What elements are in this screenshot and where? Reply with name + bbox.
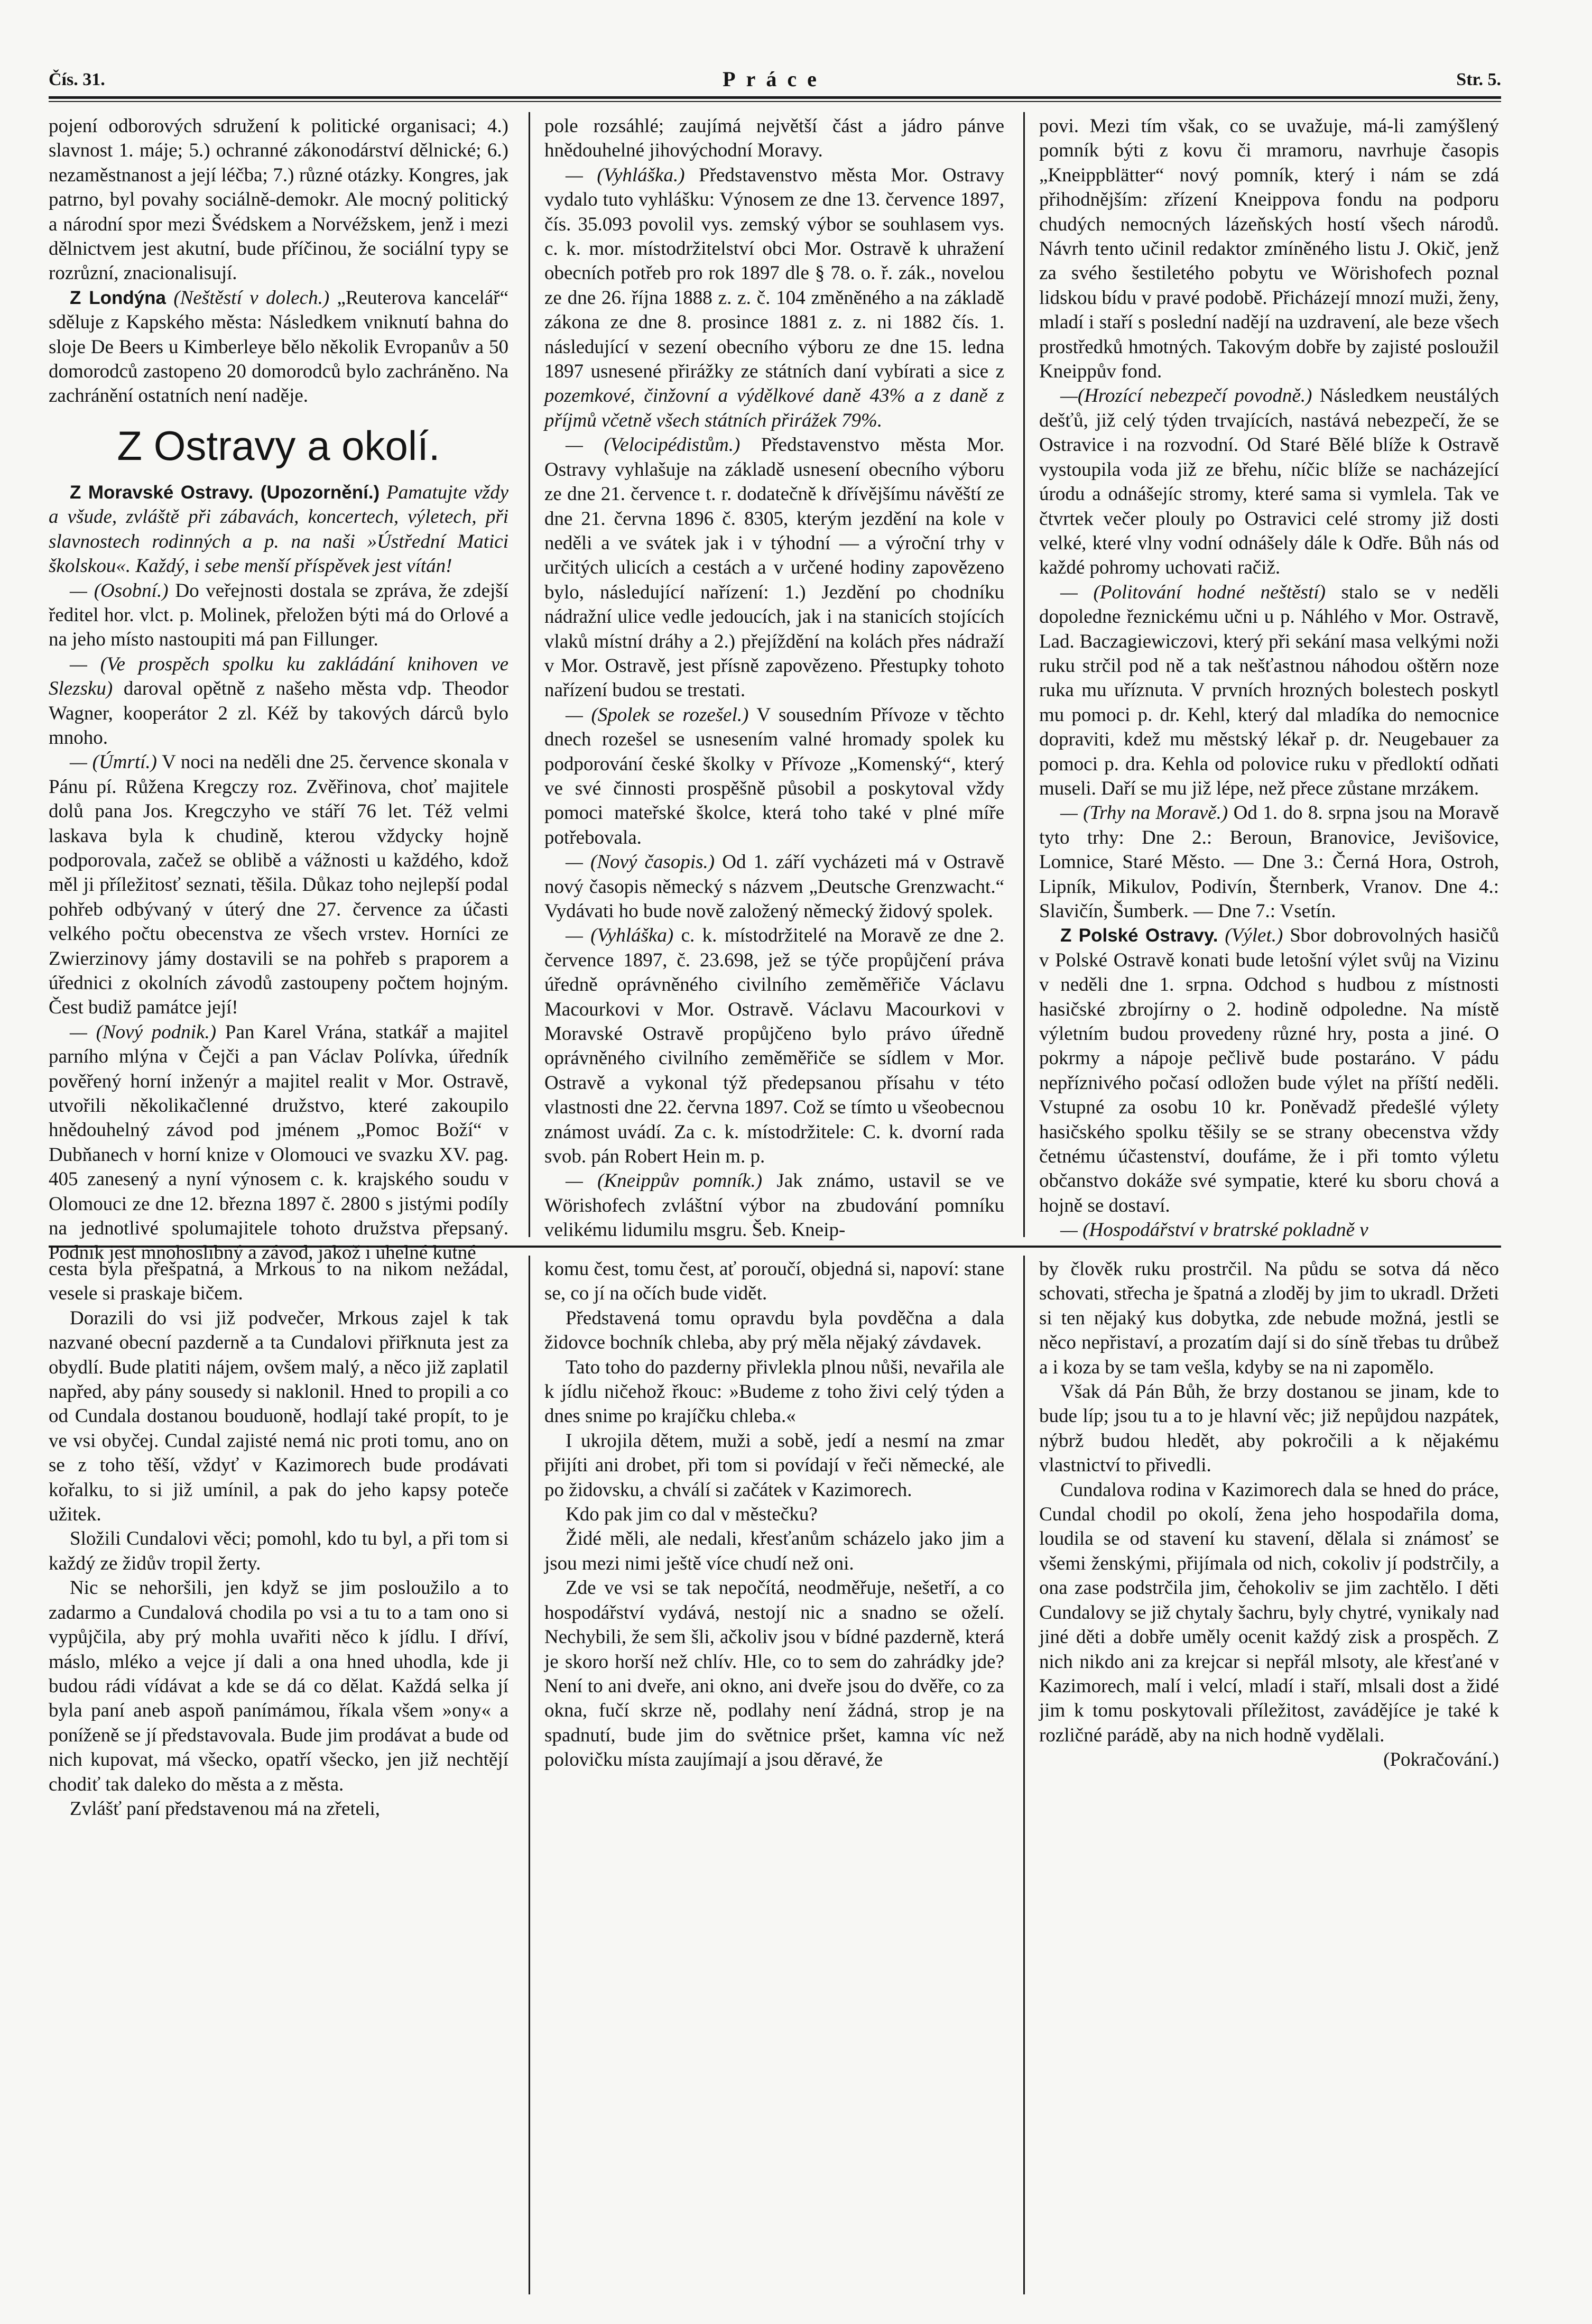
- article-subhead: — (Nový podnik.): [70, 1021, 217, 1043]
- article-lead: Z Polské Ostravy.: [1060, 925, 1218, 946]
- article-text: povi. Mezi tím však, co se uvažuje, má-li zamýšlený pomník býti z kovu či mramoru, navrhuje časopis „Kneippblätter“ nový pomník, který i nám se zdá přihodnějším: zřízení Kneippova fondu na podporu chudých nemocných lázeňských hostí všech národů. Návrh tento učinil redaktor zmíněného listu J. Okič, jenž za svého šestiletého pobytu ve Wörishofech poznal lidskou bídu v pravé podobě. Přicházejí mnozí muži, ženy, mladí i staří s poslední nadějí na uzdravení, ale beze všech prostředků hmotných. Takovým dobře by zajisté posloužil Kneippův fond.: [1039, 115, 1499, 383]
- article-paragraph: [544, 924, 1004, 1169]
- header-rule: [49, 96, 1501, 99]
- top-column-2: [544, 114, 1005, 1241]
- article-text: Sbor dobrovolných hasičů v Polské Ostravě konati bude letošní výlet svůj na Vizinu v neděli dne 1. srpna. Odchod s hudbou z místnosti hasičské zbrojírny o 2. hodině odpoledne. Na místě výletním budou provedeny různé hry, posta a jiné. O pokrmy a nápoje pečlivě bude postaráno. V pádu nepříznivého počasí odložen bude výlet na příští neděli. Vstupné za osobu 10 kr. Poněvadž předešlé výlety hasičského spolku těšily se se strany obecenstva vždy četnému účastenství, doufáme, že i při tomto výletu občanstvo dokáže své sympatie, které ku sboru chová a hojně se dostaví.: [1039, 925, 1500, 1216]
- article-subhead: — (Spolek se rozešel.): [566, 704, 749, 726]
- article-text: Následkem neustálých dešťů, již celý týden trvajících, nastává nebezpečí, že se Ostravice i na rozvodní. Od Staré Bělé blíže k Ostravě vystoupila voda již ze břehu, níčic blíže se nacházející úrodu a odnášejíc stromy, které sama si vymlela. Tak ve čtvrtek večer plouly po Ostravici celé stromy již dosti velké, které vlny vodní odnášely dále k Odře. Bůh nás od každé pohromy uchovati račiž.: [1039, 385, 1499, 579]
- story-text: by člověk ruku prostrčil. Na půdu se sotva dá něco schovati, střecha je špatná a zloděj by jim to ukradl. Držeti si ten nějaký kus dobytka, zde nebude možná, jestli se něco nepřistaví, a prozatím dají si do síně třebas tu drůbež a i koza by se tam vešla, kdyby se na ni zapomělo.: [1039, 1258, 1499, 1378]
- article-subhead: — (Trhy na Moravě.): [1060, 802, 1228, 824]
- issue-number: Čís. 31.: [49, 70, 105, 89]
- page-number: Str. 5.: [1456, 70, 1501, 89]
- story-paragraph: Představená tomu opravdu byla povděčna a dala židovce bochník chleba, aby prý měla nějaký závdavek.: [544, 1307, 1004, 1354]
- article-text: stalo se v neděli dopoledne řeznickému učni u p. Náhlého v Mor. Ostravě, Lad. Baczagiewiczovi, který při sekání masa velkými noži ruku strčil pod ně a tak nešťastnou náhodou oštěrn noze ruka mu uříznuta. V prvních hrozných bolestech poskytl mu pomoci p. dr. Kehl, který dal mladíka do nemocnice dopraviti, kdež mu městský lékař p. dr. Neugebauer za pomoci p. dra. Kehla od polovice ruku v předloktí odňati museli. Daří se mu již lépe, než přece zůstane mrzákem.: [1039, 581, 1500, 799]
- column-divider: [1023, 112, 1025, 1237]
- article-subhead: — (Ve prospěch spolku ku zakládání knihoven ve Slezsku): [49, 653, 508, 700]
- article-text: Od 1. do 8. srpna jsou na Moravě tyto trhy: Dne 2.: Beroun, Branovice, Jevišovice, Lomnice, Staré Město. — Dne 3.: Černá Hora, Ostroh, Lipník, Mikulov, Podivín, Šternberk, Vranov. Dne 4.: Slavičín, Šumberk. — Dne 7.: Vsetín.: [1039, 802, 1500, 922]
- article-subhead: — (Hospodářství v bratrské pokladně v: [1060, 1219, 1368, 1241]
- article-paragraph: [49, 579, 508, 652]
- story-paragraph: Tato toho do pazderny přivlekla plnou nůši, nevařila ale k jídlu ničehož řkouc: »Budeme z toho živi celý týden a dnes snime po krajíčku chleba.«: [544, 1356, 1004, 1427]
- article-paragraph: [49, 1020, 508, 1266]
- article-subhead: — (Úmrtí.): [70, 751, 157, 773]
- article-paragraph: [544, 703, 1004, 850]
- article-paragraph: [49, 286, 508, 409]
- article-paragraph: [544, 163, 1004, 433]
- header-rule-thin: [49, 101, 1501, 102]
- article-subhead: — (Velocipédistům.): [566, 434, 741, 456]
- top-column-1: [49, 114, 509, 1264]
- story-paragraph: I ukrojila dětem, muži a sobě, jedí a nesmí na zmar přijíti ani drobet, při tom si povídají v řeči německé, ale po židovsku, a chválí si začátek v Kazimorech.: [544, 1430, 1004, 1501]
- article-text: daroval opětně z našeho města vdp. Theodor Wagner, kooperátor 2 zl. Kéž by takových dárců bylo mnoho.: [49, 678, 509, 749]
- article-text: V sousedním Přívoze v těchto dnech rozešel se usnesením valné hromady spolek ku podporování české školky v Přívoze „Komenský“, který ve své činnosti prospěšně působil a poskytoval vždy pomoci mateřské školce, která toho také v plné míře potřebovala.: [544, 704, 1004, 849]
- bottom-column-1: [49, 1257, 508, 2293]
- article-paragraph: [544, 1169, 1004, 1242]
- article-subhead: — (Nový časopis.): [566, 851, 715, 873]
- story-paragraph: Cundalova rodina v Kazimorech dala se hned do práce, Cundal chodil po okolí, žena jeho hospodařila doma, loudila se od stavení ku stavení, dělala si známosť se všemi ženskými, přijímala od nich, cokoliv jí podstrčily, a ona zase podstrčila jim, čehokoliv se jim zachtělo. I děti Cundalovy se již chytaly šachru, byly chytré, vynikaly nad jiné děti a dobře uměly ocenit každý zisk a prospěch. Z nich nikdo ani za krejcar si nepřál mlsoty, ale křesťané v Kazimorech, malí i velcí, mladí i staří, mlsali dost a židé jim k tomu poskytovali příležitost, zavádějíce je také k rozličné parádě, aby na nich hodně vydělali.: [1039, 1479, 1499, 1746]
- bottom-column-3: [1039, 1257, 1499, 2293]
- column-divider: [1023, 1256, 1025, 2294]
- article-lead: Z Moravské Ostravy. (Upozornění.): [70, 482, 380, 503]
- article-subhead: — (Politování hodné neštěstí): [1060, 581, 1326, 603]
- article-paragraph: [49, 481, 508, 579]
- column-divider: [529, 112, 530, 1237]
- page-header: [49, 64, 1501, 96]
- article-notice: Pamatujte vždy a všude, zvláště při zábavách, koncertech, výletech, při slavnostech rodinných a p. na naši »Ústřední Matici školskou«. Každý, i sebe menší příspěvek jest vítán!: [49, 481, 509, 577]
- column-divider: [529, 1256, 530, 2294]
- article-emphasis: pozemkové, činžovní a výdělkové daně 43% a z daně z příjmů včetně všech státních přirážek 79%.: [544, 385, 1004, 431]
- article-text: V noci na neděli dne 25. července skonala v Pánu pí. Růžena Kregczy roz. Zvěřinova, choť majitele dolů pana Jos. Kregczyho ve stáří 76 let. Též velmi laskava byla k chudině, kterou vždycky hojně podporovala, začež se oblibě a vážnosti u každého, kdož měl ji příležitosť seznati, těšila. Důkaz toho nejlepší podal pohřeb odbývaný v úterý dne 27. července za účasti velkého počtu obecenstva ze všech vrstev. Horníci ze Zwierzinovy jámy dostavili se na pohřeb s praporem a úřednici z okolních závodů zastoupeny počtem hojným. Čest budiž památce její!: [49, 751, 508, 1019]
- article-subhead: (Neštěstí v dolech.): [173, 287, 330, 309]
- top-column-3: [1039, 114, 1500, 1241]
- article-text: Jak známo, ustavil se ve Wörishofech zvláštní výbor na zbudování pomníku velikému lidumilu msgru. Šeb. Kneip-: [544, 1170, 1004, 1241]
- article-text: Pan Karel Vrána, statkář a majitel parního mlýna v Čejči a pan Václav Polívka, úředník pověřený horní inženýr a majitel realit v Mor. Ostravě, utvořili několikačlenné družstvo, které zakoupilo hnědouhelný závod pod jménem „Pomoc Boží“ v Dubňanech v horní knize v Olomouci ve svazku XV. pag. 405 zanesený a nyní výnosem c. k. krajského soudu v Olomouci ze dne 12. března 1897 č. 2800 s jistými podíly na jednotlivé spolumajitele tohoto družstva přepsaný. Podnik jest mnohoslibný a závod, jakož i uhelné kutné: [49, 1021, 509, 1264]
- article-paragraph: [544, 433, 1004, 703]
- story-paragraph: Zvlášť paní představenou má na zřeteli,: [70, 1797, 381, 1820]
- article-paragraph: [1039, 924, 1499, 1218]
- article-subhead: —(Hrozící nebezpečí povodně.): [1060, 385, 1312, 407]
- continued-note: (Pokračování.): [1383, 1749, 1499, 1771]
- article-paragraph: [1039, 580, 1499, 801]
- article-paragraph: [1039, 801, 1499, 924]
- story-text: komu čest, tomu čest, ať poroučí, objedná si, napoví: stane se, co jí na očích bude vidět.: [544, 1258, 1004, 1305]
- article-lead: Z Londýna: [70, 287, 166, 308]
- article-text: Představenstvo města Mor. Ostravy vyhlašuje na základě usnesení obecního výboru ze dne 21. července t. r. dodatečně k dřívějšímu návěští ze dne 21. června 1896 č. 8305, kterým jezdění na kole v neděli a ve svátek jak i v týhodní — a výroční trhy v určitých ulicích a cestách a v určené hodiny zapovězeno bylo, následující nařízení: 1.) Jezdění po chodníku nádražní ulice vedle jedoucích, jak i na stanicích stojících vlaků místní dráhy a 2.) přejíždění na kolách přes nádraží v Mor. Ostravě, jest přísně zapovězeno. Přestupky tohoto nařízení budou se trestati.: [544, 434, 1004, 702]
- story-paragraph: Dorazili do vsi již podvečer, Mrkous zajel k tak nazvané obecní pazderně a ta Cundalovi přiřknuta jest za obydlí. Bude platiti nájem, ovšem malý, a něco již zaplatil napřed, aby pány sousedy si naklonil. Hned to propili a co od Cundala dostanou bouduoně, hodlají také propít, to je ve vsi obyčej. Cundal zajisté nemá nic proti tomu, ano on se z toho těší, vždyť v Kazimorech bude prodávati kořalku, to si již umínil, a pak do jeho kapsy poteče užitek.: [49, 1307, 508, 1526]
- newspaper-title: Práce: [723, 67, 827, 91]
- article-text: Představenstvo města Mor. Ostravy vydalo tuto vyhlášku: Výnosem ze dne 13. července 1897, čís. 35.093 povolil vys. zemský výbor se souhlasem vys. c. k. mor. místodržitelství obci Mor. Ostravě k uhražení obecních potřeb pro rok 1897 dle § 78. o. ř. zák., novelou ze dne 26. října 1888 z. z. č. 104 změněného a na základě zákona ze dne 8. prosince 1881 z. z. ni 1882 čís. 1. následující v sezení obecního výboru ze dne 15. ledna 1897 usnesené přirážky ze státních daní vybírati a sice z: [544, 164, 1004, 383]
- story-paragraph: Však dá Pán Bůh, že brzy dostanou se jinam, kde to bude líp; jsou tu a to je hlavní věc; již nepůjdou nazpátek, nýbrž budou hledět, aby pokročili a k nějakému vlastnictví to přivedli.: [1039, 1381, 1499, 1477]
- article-subhead: — (Vyhláška.): [566, 164, 685, 186]
- section-heading: Z Ostravy a okolí.: [117, 422, 440, 469]
- story-paragraph: Zde ve vsi se tak nepočítá, neodměřuje, nešetří, a co hospodářství vydává, nestojí nic a snadno se oželí. Nechybili, že sem šli, ačkoliv jsou v bídné pazderně, která je skoro horší než chlív. Hle, co to sem do zahrádky jde? Není to ani dveře, ani okno, ani dveře jsou do dvěře, co za okna, fučí skrze ně, podlahy není žádná, strop je na spadnutí, bude jim do světnice pršet, kamna víc než polovičku místa zaujímají a jsou děravé, že: [544, 1577, 1004, 1771]
- story-paragraph: Nic se nehoršili, jen když se jim posloužilo a to zadarmo a Cundalová chodila po vsi a tu to a tam ono si vypůjčila, aby prý mohla uvařiti něco k jídlu. I dříví, máslo, mléko a vejce jí dali a ona hned uhodla, kde ji budou rádi vídávat a kde se dá co dělat. Každá selka jí byla paní aneb aspoň panímámou, říkala všem »ony« a poníženě se jí představovala. Bude jim prodávat a bude od nich kupovat, má všecko, opatří všecko, jen již nechtějí chodiť tak daleko do města a z města.: [49, 1577, 508, 1795]
- article-subhead: — (Osobní.): [70, 579, 169, 602]
- article-subhead: — (Vyhláška): [566, 925, 674, 947]
- article-paragraph: [1039, 384, 1499, 580]
- article-text: Od 1. září vycházeti má v Ostravě nový časopis německý s názvem „Deutsche Grenzwacht.“ Vydávati ho bude nově založený německý židový spolek.: [544, 851, 1004, 922]
- article-subhead: — (Kneippův pomník.): [566, 1170, 763, 1192]
- article-subhead: (Výlet.): [1225, 925, 1283, 947]
- article-paragraph: [544, 850, 1004, 924]
- article-text: pojení odborových sdružení k politické organisaci; 4.) slavnost 1. máje; 5.) ochranné zákonodárství dělnické; 6.) nezaměstnanost a její léčba; 7.) různé otázky. Kongres, jak patrno, byl povahy sociálně-demokr. Ale mocný politický a národní spor mezi Švédskem a Norvéžskem, jenž i mezi dělnictvem jest akutní, bude příčinou, že sociální typy se rozrůzní, znacionalisují.: [49, 115, 508, 284]
- bottom-column-2: [544, 1257, 1004, 2293]
- story-paragraph: Židé měli, ale nedali, křesťanům scházelo jako jim a jsou mezi nimi ještě více chudí než oni.: [544, 1528, 1004, 1574]
- story-paragraph: Kdo pak jim co dal v městečku?: [566, 1504, 818, 1526]
- article-text: Do veřejnosti dostala se zpráva, že zdejší ředitel hor. vlct. p. Molinek, přeložen býti má do Orlové a na jeho místo nastoupiti má pan Fillunger.: [49, 579, 508, 651]
- story-paragraph: Složili Cundalovi věci; pomohl, kdo tu byl, a při tom si každý ze židův tropil žerty.: [49, 1528, 508, 1574]
- article-paragraph: [1039, 1218, 1499, 1242]
- article-text: „Reuterova kancelář“ sděluje z Kapského města: Následkem vniknutí bahna do sloje De Beers u Kimberleye bělo několik Evropanův a 50 domorodců zastopeno 20 domorodců bylo zachráněno. Na zachránění ostatních není naděje.: [49, 287, 509, 407]
- article-text: pole rozsáhlé; zaujímá největší část a jádro pánve hnědouhelné jihovýchodní Moravy.: [544, 115, 1004, 162]
- article-paragraph: [49, 652, 508, 751]
- article-paragraph: [49, 750, 508, 1020]
- article-text: c. k. místodržitelé na Moravě ze dne 2. července 1897, č. 23.698, jež se týče propůjčení práva úředně oprávněného civilního zeměměřiče Václavu Macourkovi v Mor. Ostravě. Václavu Macourkovi v Moravské Ostravě propůjčeno bylo právo úředně oprávněného civilního zeměměřiče se sídlem v Mor. Ostravě a vykonal týž předepsanou přísahu v této vlastnosti dne 22. června 1897. Což se tímto u všeobecnou známost uvádí. Za c. k. místodržitele: C. k. dvorní rada svob. pán Robert Hein m. p.: [544, 925, 1005, 1168]
- story-text: cesta byla přešpatná, a Mrkous to na nikom nežádal, vesele si praskaje bičem.: [49, 1258, 508, 1305]
